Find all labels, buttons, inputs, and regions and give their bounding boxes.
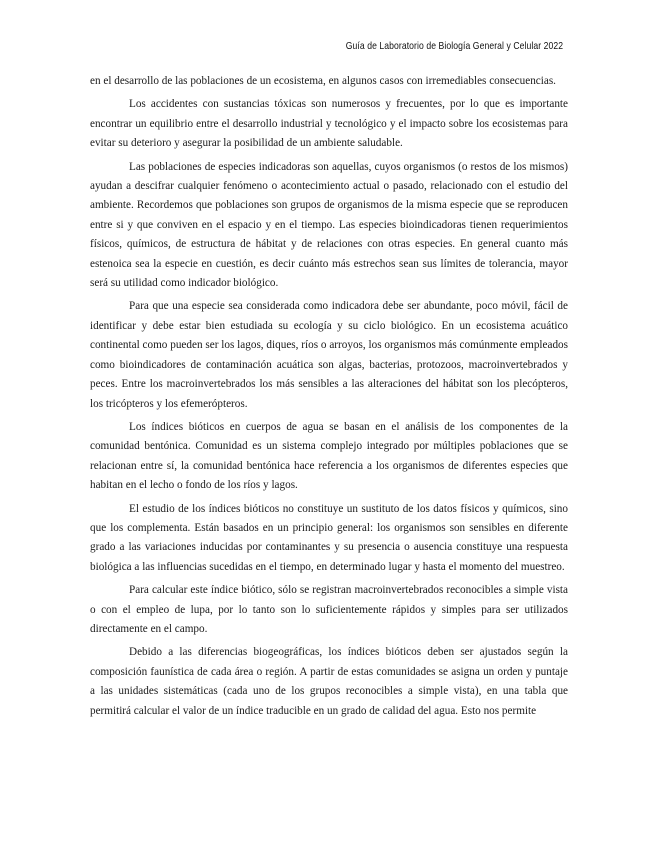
paragraph-toxic-accidents: Los accidentes con sustancias tóxicas son numerosos y frecuentes, por lo que es importante encontrar un equilibrio entre el desarrollo industrial y tecnológico y el impacto sobre los ecosistemas para evitar su deterioro y asegurar la posibilidad de un ambiente saludable.: [90, 98, 568, 150]
paragraph-indicator-populations: Las poblaciones de especies indicadoras son aquellas, cuyos organismos (o restos de los mismos) ayudan a descifrar cualquier fenómeno o acontecimiento actual o pasado, relacionado con el estudio del ambiente. Recordemos que poblaciones son grupos de organismos de la misma especie que se reproducen entre si y que conviven en el espacio y en el tiempo. Las especies bioindicadoras tienen requerimientos físicos, químicos, de estructura de hábitat y de relaciones con otras especies. En general cuanto más estenoica sea la especie en cuestión, es decir cuánto más estrechos sean sus límites de tolerancia, mayor será su utilidad como indicador biológico.: [90, 160, 568, 290]
paragraph-continuation: en el desarrollo de las poblaciones de un ecosistema, en algunos casos con irremediables consecuencias.: [90, 75, 556, 87]
page-header: Guía de Laboratorio de Biología General y Celular 2022: [345, 40, 563, 52]
document-body: [90, 72, 568, 725]
paragraph-biogeographic: Debido a las diferencias biogeográficas, los índices bióticos deben ser ajustados según la composición faunística de cada área o región. A partir de estas comunidades se asigna un orden y puntaje a las unidades sistemáticas (cada uno de los grupos reconocibles a simple vista), en una tabla que permitirá calcular el valor de un índice traducible en un grado de calidad del agua. Esto nos permite: [90, 646, 568, 717]
paragraph-indicator-requirements: Para que una especie sea considerada como indicadora debe ser abundante, poco móvil, fácil de identificar y debe estar bien estudiada su ecología y su ciclo biológico. En un ecosistema acuático continental como pueden ser los lagos, diques, ríos o arroyos, los organismos más comúnmente empleados como bioindicadores de contaminación acuática son algas, bacterias, protozoos, macroinvertebrados y peces. Entre los macroinvertebrados los más sensibles a las alteraciones del hábitat son los plecópteros, los tricópteros y los efemerópteros.: [90, 300, 568, 410]
paragraph-biotic-indices: Los índices bióticos en cuerpos de agua se basan en el análisis de los componentes de la comunidad bentónica. Comunidad es un sistema complejo integrado por múltiples poblaciones que se relacionan entre sí, la comunidad bentónica hace referencia a los organismos de diferentes especies que habitan en el lecho o fondo de los ríos y lagos.: [90, 420, 568, 492]
paragraph-calculation: Para calcular este índice biótico, sólo se registran macroinvertebrados reconocibles a simple vista o con el empleo de lupa, por lo tanto son lo suficientemente rápidos y simples para ser utilizados directamente en el campo.: [90, 584, 568, 635]
paragraph-biotic-study: El estudio de los índices bióticos no constituye un sustituto de los datos físicos y químicos, sino que los complementa. Están basados en un principio general: los organismos son sensibles en diferente grado a las variaciones inducidas por contaminantes y su presencia o ausencia constituye una respuesta biológica a las influencias sucedidas en el tiempo, en determinado lugar y hasta el momento del muestreo.: [90, 502, 568, 573]
